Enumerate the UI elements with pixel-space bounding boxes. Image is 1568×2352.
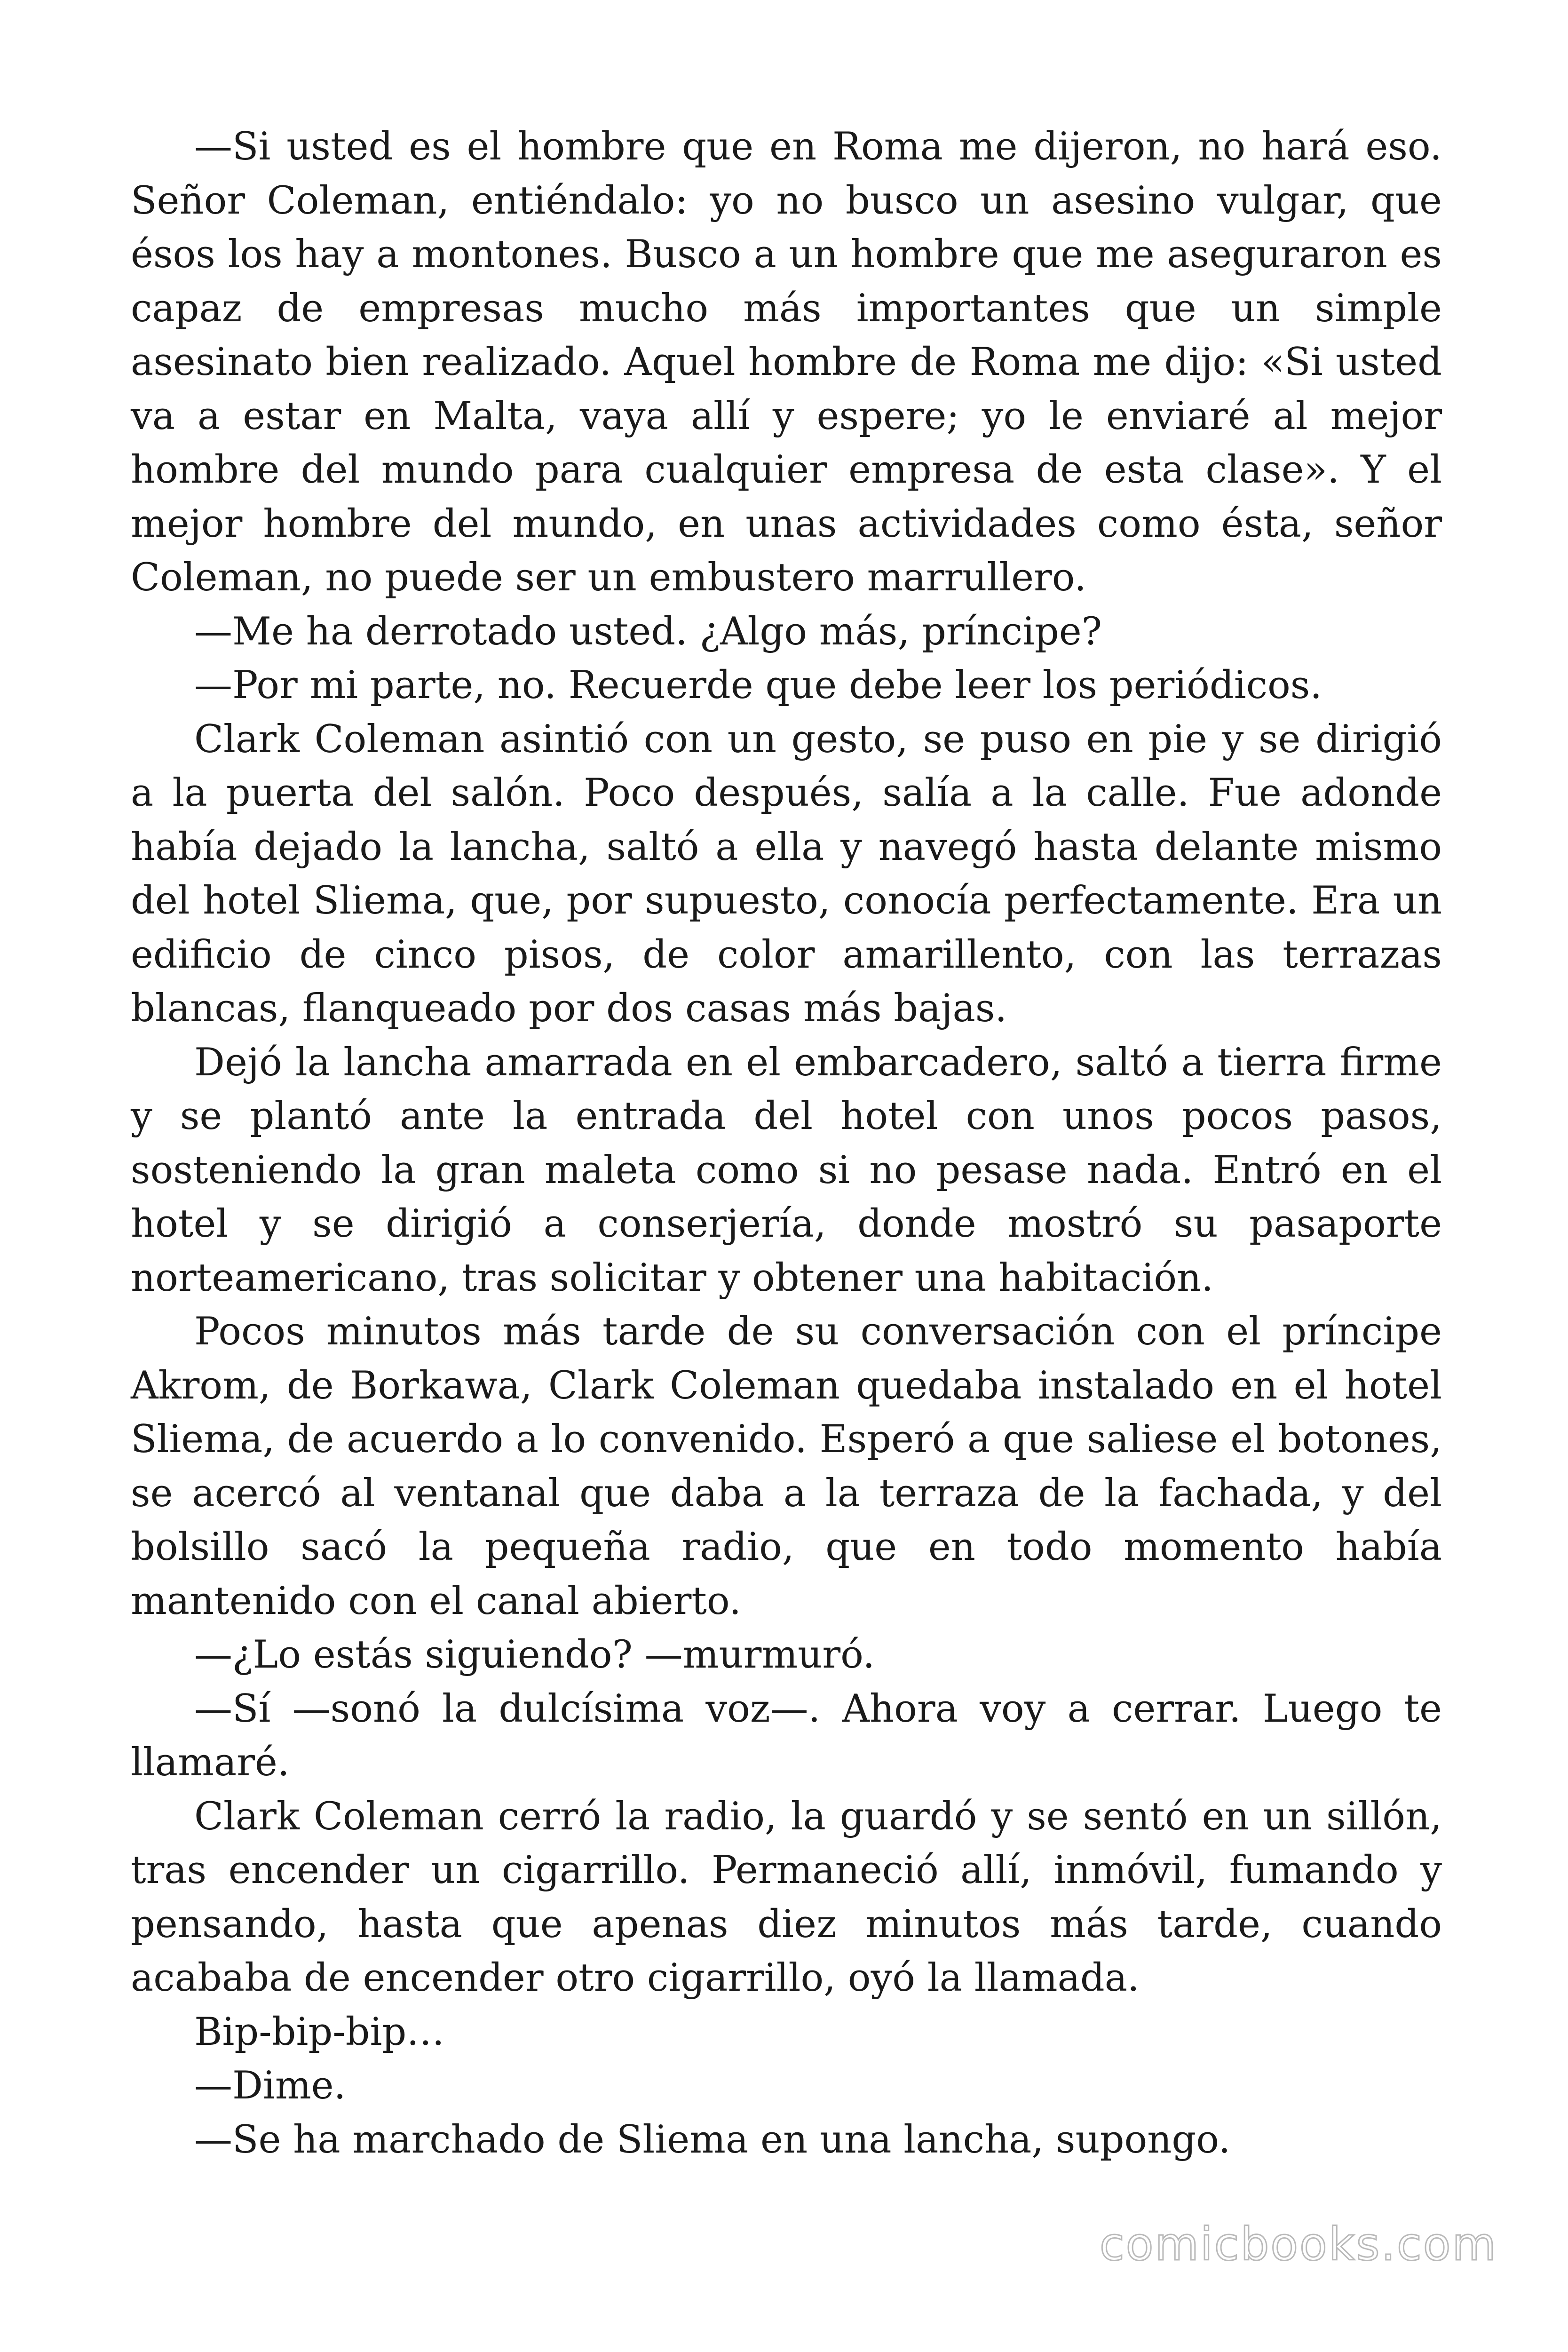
paragraph: —Sí —sonó la dulcísima voz—. Ahora voy a cerrar. Luego te llamaré. — [131, 1686, 1442, 1785]
paragraph: —Se ha marchado de Sliema en una lancha, supongo. — [194, 2117, 1231, 2162]
paragraph: Bip-bip-bip… — [194, 2010, 445, 2054]
paragraph: —¿Lo estás siguiendo? —murmuró. — [194, 1633, 875, 1677]
paragraph: —Dime. — [194, 2064, 346, 2108]
page-body — [131, 120, 1442, 2167]
paragraph: Clark Coleman cerró la radio, la guardó y se sentó en un sillón, tras encender un cigarrillo. Permaneció allí, inmóvil, fumando y pensando, hasta que apenas diez minutos más tarde, cuando acababa de encender otro cigarrillo, oyó la llamada. — [131, 1794, 1442, 2000]
watermark: comicbooks.com — [1099, 2218, 1497, 2271]
paragraph: Dejó la lancha amarrada en el embarcadero, saltó a tierra firme y se plantó ante la entrada del hotel con unos pocos pasos, sosteniendo la gran maleta como si no pesase nada. Entró en el hotel y se dirigió a conserjería, donde mostró su pasaporte norteamericano, tras solicitar y obtener una habitación. — [131, 1040, 1442, 1300]
paragraph: Clark Coleman asintió con un gesto, se puso en pie y se dirigió a la puerta del salón. Poco después, salía a la calle. Fue adonde había dejado la lancha, saltó a ella y navegó hasta delante mismo del hotel Sliema, que, por supuesto, conocía perfectamente. Era un edificio de cinco pisos, de color amarillento, con las terrazas blancas, flanqueado por dos casas más bajas. — [131, 717, 1442, 1031]
paragraph: —Si usted es el hombre que en Roma me dijeron, no hará eso. Señor Coleman, entiéndalo: yo no busco un asesino vulgar, que ésos los hay a montones. Busco a un hombre que me aseguraron es capaz de empresas mucho más importantes que un simple asesinato bien realizado. Aquel hombre de Roma me dijo: «Si usted va a estar en Malta, vaya allí y espere; yo le enviaré al mejor hombre del mundo para cualquier empresa de esta clase». Y el mejor hombre del mundo, en unas actividades como ésta, señor Coleman, no puede ser un embustero marrullero. — [131, 125, 1442, 600]
paragraph: Pocos minutos más tarde de su conversación con el príncipe Akrom, de Borkawa, Clark Coleman quedaba instalado en el hotel Sliema, de acuerdo a lo convenido. Esperó a que saliese el botones, se acercó al ventanal que daba a la terraza de la fachada, y del bolsillo sacó la pequeña radio, que en todo momento había mantenido con el canal abierto. — [131, 1310, 1442, 1623]
paragraph: —Por mi parte, no. Recuerde que debe leer los periódicos. — [194, 663, 1323, 707]
paragraph: —Me ha derrotado usted. ¿Algo más, príncipe? — [194, 609, 1102, 654]
